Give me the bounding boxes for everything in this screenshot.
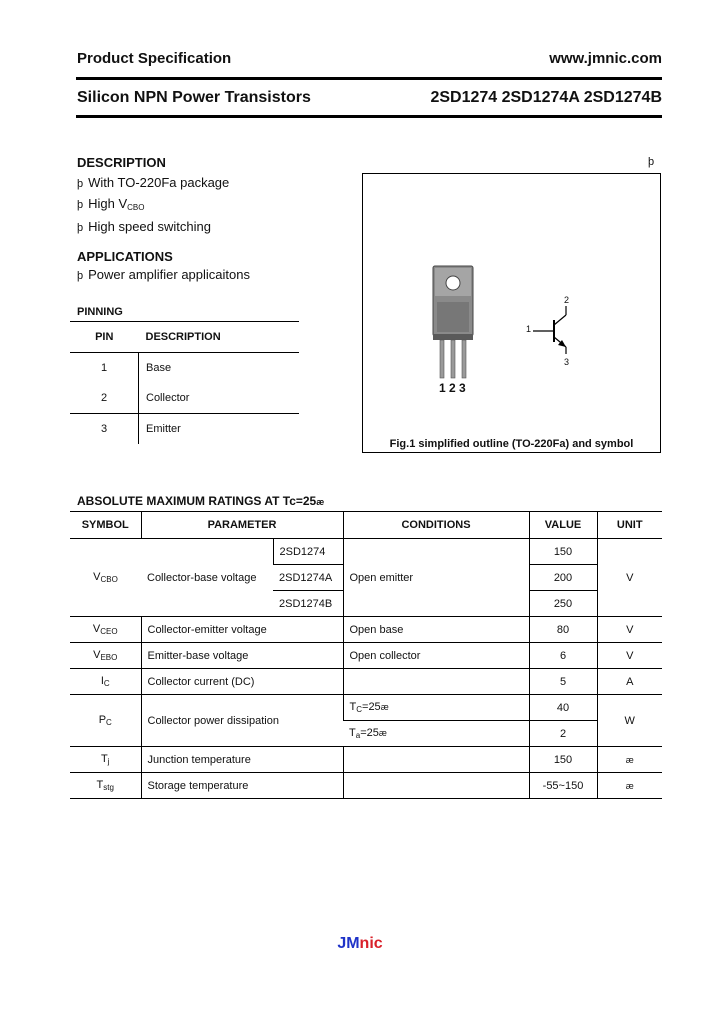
table-row: 1 Base	[70, 353, 299, 384]
value-col-header: VALUE	[529, 512, 597, 539]
ratings-table	[70, 511, 662, 799]
description-item: þ High $V_{CBO}$	[77, 196, 145, 212]
part-numbers: 2SD1274 2SD1274A 2SD1274B	[430, 89, 662, 106]
symbol-cell: $I_C$	[70, 669, 141, 695]
symbol-col-header: SYMBOL	[70, 512, 141, 539]
header-product-spec: Product Specification	[77, 50, 232, 67]
bullet-icon: þ	[77, 199, 84, 211]
table-row: 2 Collector	[70, 383, 299, 414]
applications-item: þ Power amplifier applicaitons	[77, 267, 250, 282]
parameter-col-header: PARAMETER	[141, 512, 343, 539]
pinning-title: PINNING	[77, 306, 123, 318]
header-rule-bottom	[76, 115, 662, 118]
bullet-icon: þ	[77, 222, 84, 234]
symbol-cell: $V_{CEO}$	[70, 617, 141, 643]
pinning-table	[70, 321, 299, 444]
bullet-icon: þ	[77, 270, 84, 282]
table-row: $T_j$ Junction temperature 150 æ	[70, 747, 662, 773]
figure-box	[362, 173, 661, 453]
symbol-base-label: 1	[526, 324, 532, 334]
applications-title: APPLICATIONS	[77, 249, 173, 264]
table-row: $P_C$ Collector power dissipation $T_C=25æ$ 40 W	[70, 695, 662, 721]
description-item: þ High speed switching	[77, 219, 211, 234]
corner-mark: þ	[648, 156, 655, 168]
unit-col-header: UNIT	[597, 512, 662, 539]
symbol-cell: $T_{stg}$	[70, 773, 141, 799]
header-rule-top	[76, 77, 662, 80]
table-row: 2SD1274A 200	[70, 565, 662, 591]
package-pin-labels: 1 2 3	[439, 381, 466, 395]
figure-caption: Fig.1 simplified outline (TO-220Fa) and symbol	[389, 438, 634, 450]
table-row: $V_{CEO}$ Collector-emitter voltage Open base 80 V	[70, 617, 662, 643]
symbol-emitter-label: 3	[564, 357, 570, 367]
symbol-cell: $V_{EBO}$	[70, 643, 141, 669]
table-row: $T_{stg}$ Storage temperature -55~150 æ	[70, 773, 662, 799]
table-row: $T_a=25æ$ 2	[70, 721, 662, 747]
symbol-collector-label: 2	[564, 295, 570, 305]
pin-col-header: PIN	[70, 322, 139, 353]
jmnic-logo: JMnic	[337, 935, 383, 952]
symbol-cell: $V_{CBO}$	[70, 539, 141, 617]
package-outline-illustration	[363, 174, 660, 452]
description-item: þ With TO-220Fa package	[77, 175, 230, 190]
document-subtitle: Silicon NPN Power Transistors	[77, 89, 311, 106]
table-row: 3 Emitter	[70, 414, 299, 445]
table-row: $I_C$ Collector current (DC) 5 A	[70, 669, 662, 695]
table-row: 2SD1274B 250	[70, 591, 662, 617]
symbol-cell: $P_C$	[70, 695, 141, 747]
table-row: $V_{EBO}$ Emitter-base voltage Open collector 6 V	[70, 643, 662, 669]
description-title: DESCRIPTION	[77, 155, 166, 170]
table-row: $V_{CBO}$ Collector-base voltage 2SD1274 Open emitter 150 V	[70, 539, 662, 565]
ratings-title: ABSOLUTE MAXIMUM RATINGS AT Tc=25æ	[77, 494, 325, 508]
desc-col-header: DESCRIPTION	[139, 322, 300, 353]
conditions-col-header: CONDITIONS	[343, 512, 529, 539]
symbol-cell: $T_j$	[70, 747, 141, 773]
description-list	[77, 173, 229, 238]
bullet-icon: þ	[77, 178, 84, 190]
header-website: www.jmnic.com	[549, 50, 662, 67]
